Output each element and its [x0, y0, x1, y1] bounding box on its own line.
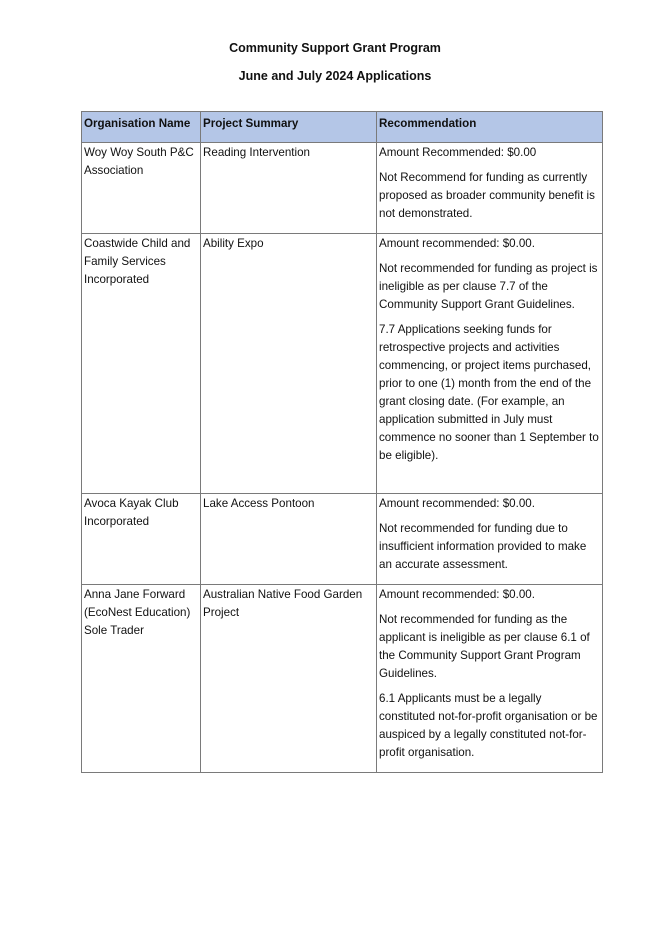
project-cell: Lake Access Pontoon: [201, 494, 377, 585]
column-header-organisation: Organisation Name: [82, 112, 201, 143]
project-cell: Australian Native Food Garden Project: [201, 585, 377, 773]
recommendation-amount: Amount Recommended: $0.00: [379, 146, 537, 159]
table-row: [82, 234, 603, 494]
guideline-clause: 6.1 Applicants must be a legally constituted not-for-profit organisation or be auspiced by a legally constituted not-for-profit organisation.: [379, 692, 598, 759]
table-row: [82, 143, 603, 234]
organisation-cell: Woy Woy South P&C Association: [82, 143, 201, 234]
table-row: [82, 585, 603, 773]
recommendation-reason: Not recommended for funding due to insufficient information provided to make an accurate assessment.: [379, 522, 587, 571]
project-cell: Ability Expo: [201, 234, 377, 494]
recommendation-cell: [377, 585, 603, 773]
recommendation-reason: Not Recommend for funding as currently proposed as broader community benefit is not demonstrated.: [379, 171, 595, 220]
organisation-cell: Anna Jane Forward (EcoNest Education) Sole Trader: [82, 585, 201, 773]
guideline-clause: 7.7 Applications seeking funds for retrospective projects and activities commencing, or project items purchased, prior to one (1) month from the end of the grant closing date. (For example, an application submitted in July must commence no sooner than 1 September to be eligible).: [379, 323, 599, 462]
column-header-project: Project Summary: [201, 112, 377, 143]
recommendation-amount: Amount recommended: $0.00.: [379, 588, 535, 601]
page-title: Community Support Grant Program: [229, 41, 441, 55]
organisation-cell: Avoca Kayak Club Incorporated: [82, 494, 201, 585]
project-cell: Reading Intervention: [201, 143, 377, 234]
page-subtitle: June and July 2024 Applications: [238, 69, 432, 83]
applications-table: [81, 111, 603, 773]
table-header-row: [82, 112, 603, 143]
column-header-recommendation: Recommendation: [377, 112, 603, 143]
recommendation-cell: [377, 234, 603, 494]
recommendation-reason: Not recommended for funding as project is ineligible as per clause 7.7 of the Community Support Grant Guidelines.: [379, 262, 598, 311]
table-row: [82, 494, 603, 585]
recommendation-cell: [377, 494, 603, 585]
organisation-cell: Coastwide Child and Family Services Incorporated: [82, 234, 201, 494]
recommendation-cell: [377, 143, 603, 234]
recommendation-reason: Not recommended for funding as the applicant is ineligible as per clause 6.1 of the Community Support Grant Program Guidelines.: [379, 613, 590, 680]
recommendation-amount: Amount recommended: $0.00.: [379, 497, 535, 510]
recommendation-amount: Amount recommended: $0.00.: [379, 237, 535, 250]
